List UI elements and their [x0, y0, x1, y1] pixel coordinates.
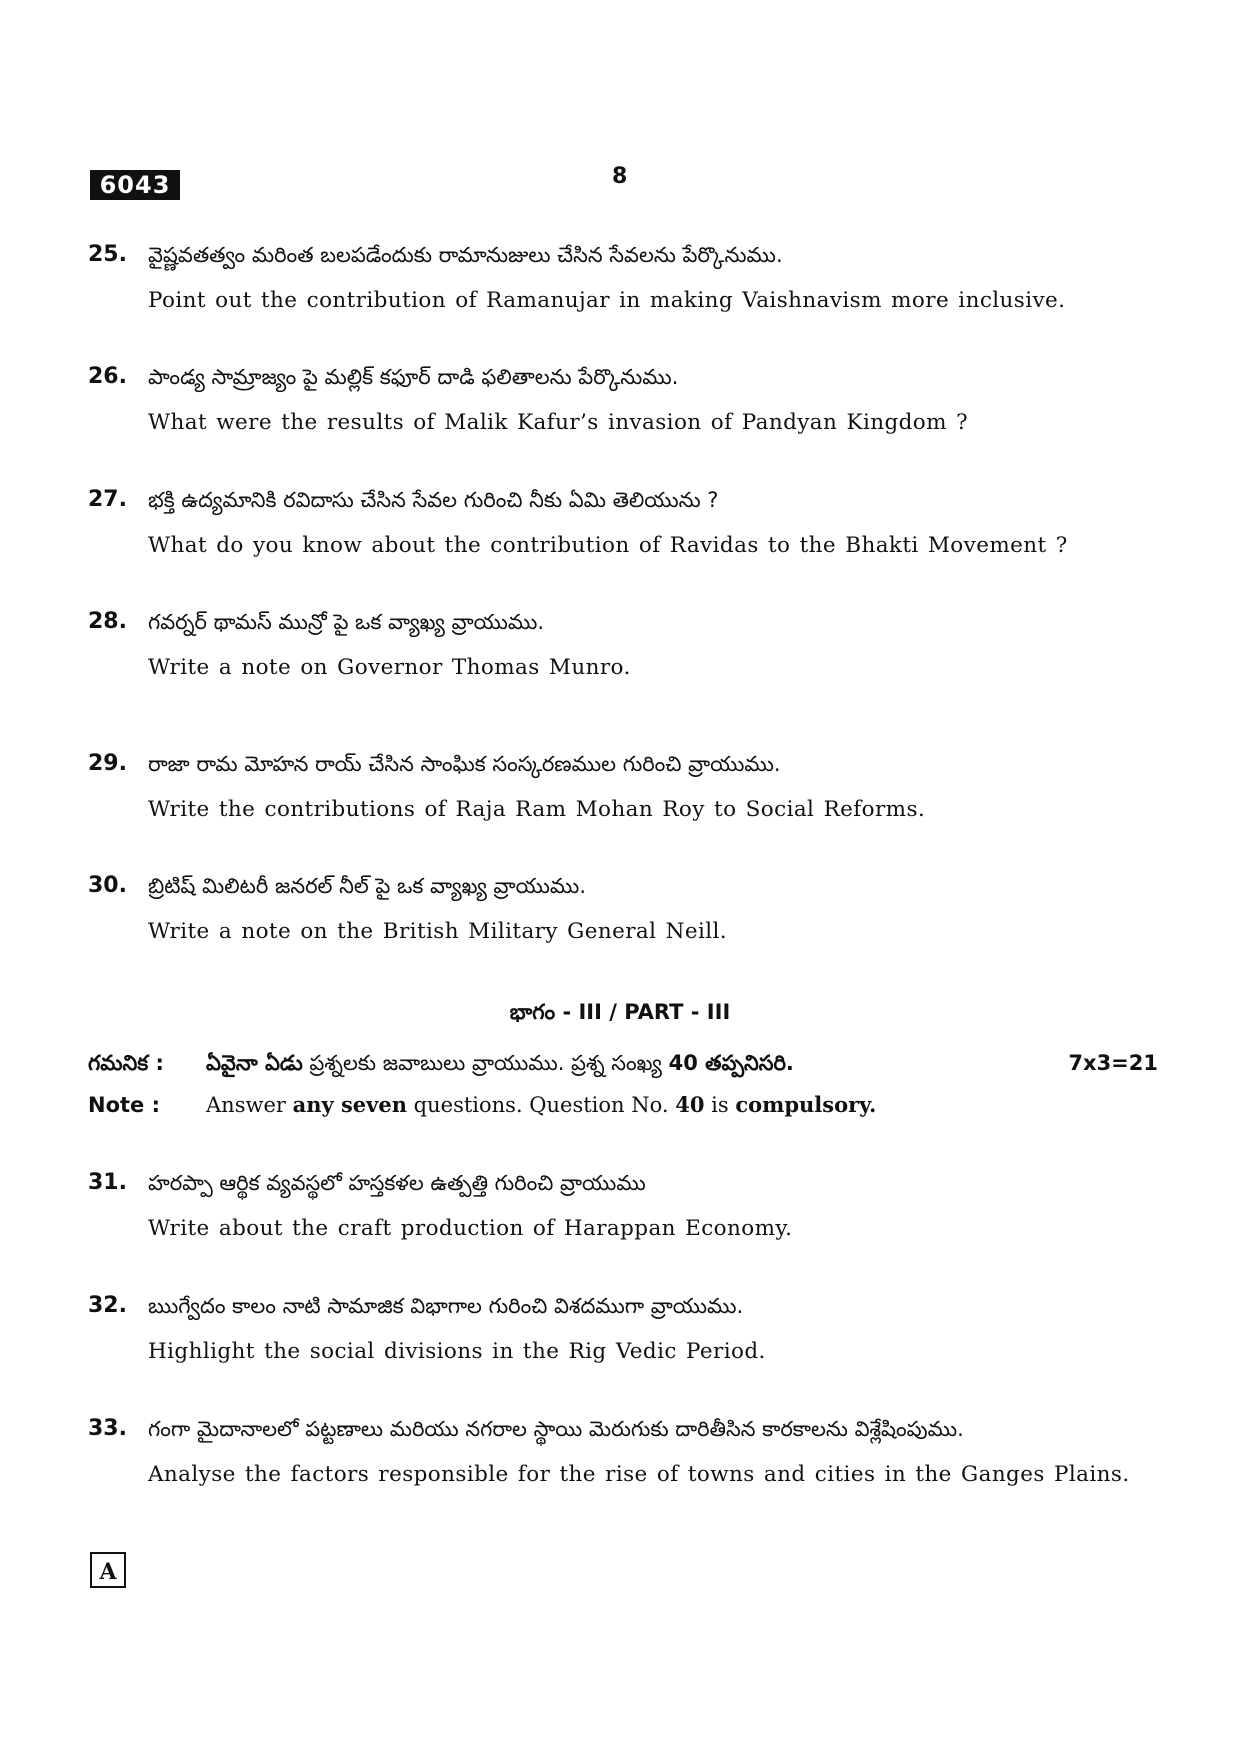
question-text-english: Analyse the factors responsible for the rise of towns and cities in the Ganges Plains. — [148, 1462, 1130, 1487]
question-number: 33. — [88, 1416, 127, 1441]
question-text-telugu: వైష్ణవతత్వం మరింత బలపడేందుకు రామానుజులు చేసిన సేవలను పేర్కొనుము. — [148, 243, 783, 267]
question-number: 27. — [88, 487, 127, 512]
question-text-telugu: గంగా మైదానాలలో పట్టణాలు మరియు నగరాల స్థాయి మెరుగుకు దారితీసిన కారకాలను విశ్లేషింపుము. — [148, 1417, 964, 1441]
note-label-telugu: గమనిక : — [88, 1051, 164, 1075]
question-number: 32. — [88, 1293, 127, 1318]
question-text-english: Write the contributions of Raja Ram Mohan Roy to Social Reforms. — [148, 797, 926, 822]
question-number: 28. — [88, 609, 127, 634]
question-text-english: Highlight the social divisions in the Rig Vedic Period. — [148, 1339, 766, 1364]
question-text-telugu: ఋగ్వేదం కాలం నాటి సామాజిక విభాగాల గురించి విశదముగా వ్రాయుము. — [148, 1294, 744, 1318]
note-emphasis: ఏవైనా ఏడు — [206, 1051, 303, 1075]
question-text-english: Point out the contribution of Ramanujar in making Vaishnavism more inclusive. — [148, 288, 1066, 313]
question-text-telugu: హరప్పా ఆర్థిక వ్యవస్థలో హస్తకళల ఉత్పత్తి గురించి వ్రాయుము — [148, 1171, 646, 1195]
question-text-english: Write a note on Governor Thomas Munro. — [148, 655, 631, 680]
note-text-english — [206, 1090, 876, 1120]
question-number: 31. — [88, 1170, 127, 1195]
note-body: is — [704, 1093, 736, 1117]
note-body: Answer — [206, 1093, 293, 1117]
question-number: 29. — [88, 751, 127, 776]
question-text-english: Write a note on the British Military General Neill. — [148, 919, 728, 944]
note-emphasis: 40 తప్పనిసరి. — [668, 1051, 794, 1075]
question-text-telugu: భక్తి ఉద్యమానికి రవిదాసు చేసిన సేవల గురించి నీకు ఏమి తెలియును ? — [148, 488, 719, 512]
note-emphasis: compulsory. — [735, 1092, 877, 1117]
question-text-telugu: గవర్నర్ థామస్ మున్రో పై ఒక వ్యాఖ్య వ్రాయుము. — [148, 610, 545, 634]
paper-code: 6043 — [90, 170, 180, 200]
series-box: A — [90, 1552, 126, 1588]
question-text-english: What do you know about the contribution of Ravidas to the Bhakti Movement ? — [148, 533, 1068, 558]
question-text-telugu: రాజా రామ మోహన రాయ్ చేసిన సాంఘిక సంస్కరణముల గురించి వ్రాయుము. — [148, 752, 781, 776]
question-text-telugu: బ్రిటిష్ మిలిటరీ జనరల్ నీల్ పై ఒక వ్యాఖ్య వ్రాయుము. — [148, 874, 586, 898]
note-text-telugu — [206, 1048, 794, 1078]
question-text-english: What were the results of Malik Kafur’s invasion of Pandyan Kingdom ? — [148, 410, 969, 435]
question-number: 30. — [88, 873, 127, 898]
marks-scheme: 7x3=21 — [1068, 1051, 1158, 1075]
question-number: 26. — [88, 364, 127, 389]
note-emphasis: any seven — [292, 1092, 407, 1117]
note-emphasis: 40 — [675, 1092, 705, 1117]
note-label-english: Note : — [88, 1093, 160, 1117]
note-body: ప్రశ్నలకు జవాబులు వ్రాయుము. ప్రశ్న సంఖ్య — [302, 1051, 669, 1075]
question-number: 25. — [88, 242, 127, 267]
part-3-heading: భాగం - III / PART - III — [509, 1000, 731, 1024]
question-text-telugu: పాండ్య సామ్రాజ్యం పై మల్లిక్ కఫూర్ దాడి ఫలితాలను పేర్కొనుము. — [148, 365, 679, 389]
note-body: questions. Question No. — [407, 1093, 676, 1117]
page-number: 8 — [612, 164, 628, 189]
question-text-english: Write about the craft production of Harappan Economy. — [148, 1216, 793, 1241]
